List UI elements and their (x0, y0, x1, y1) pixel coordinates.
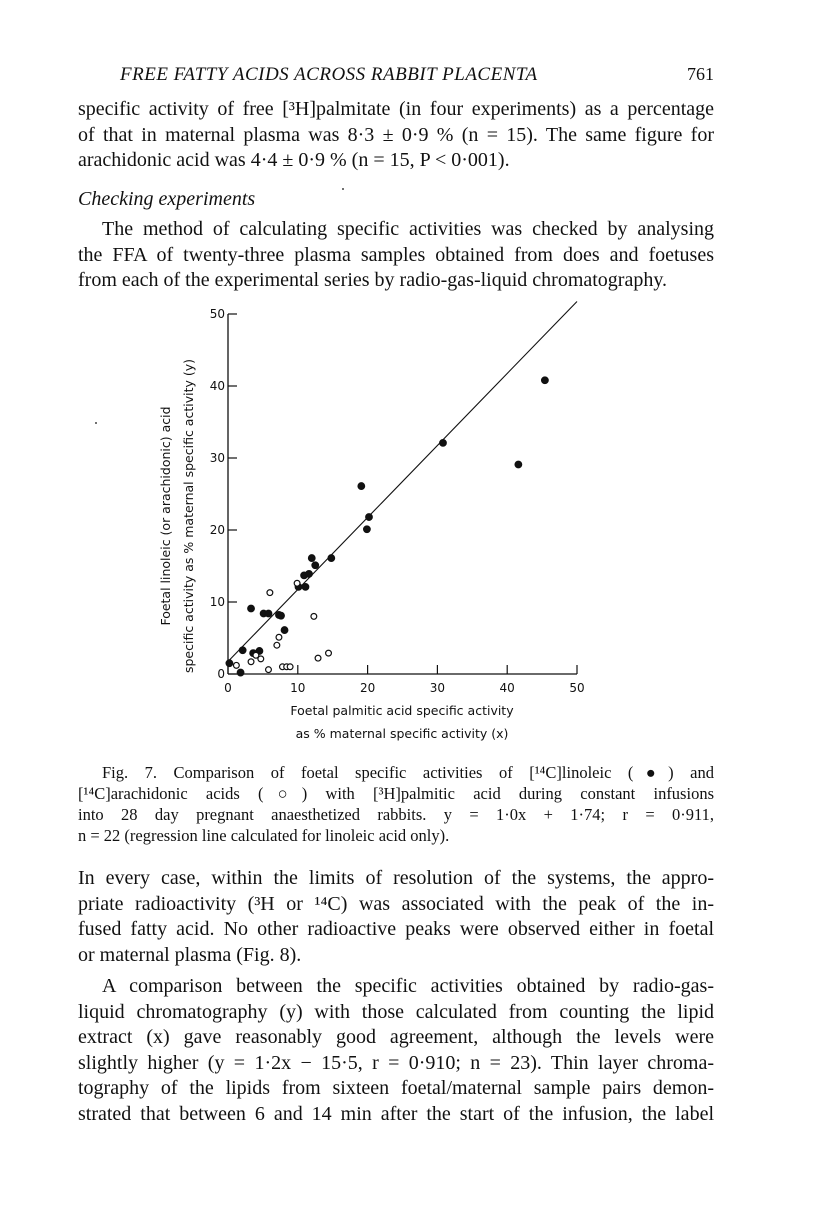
paragraph-results-summary (78, 97, 714, 174)
print-speck (95, 422, 97, 424)
x-tick-label: 30 (429, 681, 446, 695)
ticks (210, 307, 585, 695)
arachidonic-point (266, 667, 272, 673)
text-line: liquid chromatography (y) with those calculated from counting the lipid (78, 1000, 714, 1023)
running-head-title: FREE FATTY ACIDS ACROSS RABBIT PLACENTA (120, 64, 538, 85)
text-line: strated that between 6 and 14 min after the start of the infusion, the label (78, 1102, 714, 1125)
x-tick-label: 20 (359, 681, 376, 695)
linoleic-point (440, 439, 447, 446)
running-head (78, 62, 714, 94)
arachidonic-point (274, 642, 280, 648)
x-axis-title-line-2: as % maternal specific activity (x) (295, 726, 509, 741)
y-tick-label: 40 (209, 379, 225, 393)
paragraph-radioactivity (78, 866, 714, 968)
y-tick-label: 10 (209, 595, 225, 609)
linoleic-point (226, 660, 233, 667)
axes (228, 314, 577, 674)
arachidonic-point (258, 656, 264, 662)
linoleic-point (278, 612, 285, 619)
linoleic-point (302, 583, 309, 590)
paragraph-comparison (78, 974, 714, 1127)
linoleic-point (306, 571, 313, 578)
arachidonic-point (287, 664, 293, 670)
arachidonic-point (233, 662, 239, 668)
linoleic-point (541, 377, 548, 384)
x-axis-title-line-1: Foetal palmitic acid specific activity (290, 703, 514, 718)
text-line: specific activity of free [³H]palmitate (in four experiments) as a percentage (78, 98, 714, 120)
text-line: The method of calculating specific activities was checked by analysing (102, 218, 714, 240)
caption-line: [¹⁴C]arachidonic acids (○) with [³H]palmitic acid during constant infusions (78, 784, 714, 803)
y-tick-label: 0 (217, 667, 225, 681)
y-tick-label: 50 (209, 307, 225, 321)
page-number: 761 (687, 64, 714, 84)
linoleic-point (237, 669, 244, 676)
text-line: priate radioactivity (³H or ¹⁴C) was associated with the peak of the in- (78, 892, 714, 915)
arachidonic-point (248, 659, 254, 665)
regression-line-group (228, 301, 577, 661)
x-tick-label: 10 (290, 681, 306, 695)
linoleic-point (364, 526, 371, 533)
text-line: of that in maternal plasma was 8·3 ± 0·9 % (n = 15). The same figure for (78, 123, 714, 146)
text-line: fused fatty acid. No other radioactive peaks were observed either in foetal (78, 918, 714, 940)
x-tick-label: 0 (224, 681, 232, 695)
section-subheading: Checking experiments (78, 188, 256, 210)
arachidonic-point (294, 580, 300, 586)
regression-line (228, 301, 577, 661)
linoleic-point (265, 610, 272, 617)
linoleic-point (281, 627, 288, 634)
y-axis-title-line-1: Foetal linoleic (or arachidonic) acid (158, 406, 173, 626)
text-line: the FFA of twenty-three plasma samples obtained from does and foetuses (78, 243, 714, 266)
y-tick-label: 20 (209, 523, 225, 537)
data-points (226, 377, 548, 676)
caption-line: into 28 day pregnant anaesthetized rabbits. y = 1·0x + 1·74; r = 0·911, (78, 805, 714, 824)
figure-caption (78, 762, 714, 846)
linoleic-point (312, 562, 319, 569)
text-line: In every case, within the limits of resolution of the systems, the appro- (78, 867, 714, 889)
x-axis-title (290, 703, 514, 741)
text-line: or maternal plasma (Fig. 8). (78, 943, 302, 966)
linoleic-point (308, 555, 315, 562)
text-line: tography of the lipids from sixteen foetal/maternal sample pairs demon- (78, 1077, 714, 1099)
y-axis-title (158, 359, 196, 673)
y-axis-title-line-2: specific activity as % maternal specific activity (y) (181, 358, 196, 674)
scatter-plot-figure-7 (150, 296, 610, 756)
arachidonic-point (267, 590, 273, 596)
caption-line: Fig. 7. Comparison of foetal specific activities of [¹⁴C]linoleic (●) and (102, 763, 714, 782)
x-tick-label: 50 (569, 681, 585, 695)
linoleic-point (239, 647, 246, 654)
linoleic-point (248, 605, 255, 612)
linoleic-point (328, 555, 335, 562)
text-line: slightly higher (y = 1·2x − 15·5, r = 0·910; n = 23). Thin layer chroma- (78, 1051, 714, 1074)
text-line: from each of the experimental series by radio-gas-liquid chromatography. (78, 269, 668, 291)
text-line: arachidonic acid was 4·4 ± 0·9 % (n = 15, P < 0·001). (78, 149, 510, 171)
arachidonic-point (311, 614, 317, 620)
arachidonic-point (326, 650, 332, 656)
paragraph-checking-method (78, 217, 714, 294)
linoleic-point (358, 483, 365, 490)
linoleic-point (366, 514, 373, 521)
caption-line: n = 22 (regression line calculated for linoleic acid only). (78, 826, 450, 845)
arachidonic-point (276, 634, 282, 640)
text-line: A comparison between the specific activities obtained by radio-gas- (102, 975, 714, 997)
print-speck (342, 188, 344, 190)
arachidonic-point (315, 655, 321, 661)
x-tick-label: 40 (499, 681, 515, 695)
y-tick-label: 30 (209, 451, 225, 465)
linoleic-point (515, 461, 522, 468)
text-line: extract (x) gave reasonably good agreement, although the levels were (78, 1026, 714, 1048)
